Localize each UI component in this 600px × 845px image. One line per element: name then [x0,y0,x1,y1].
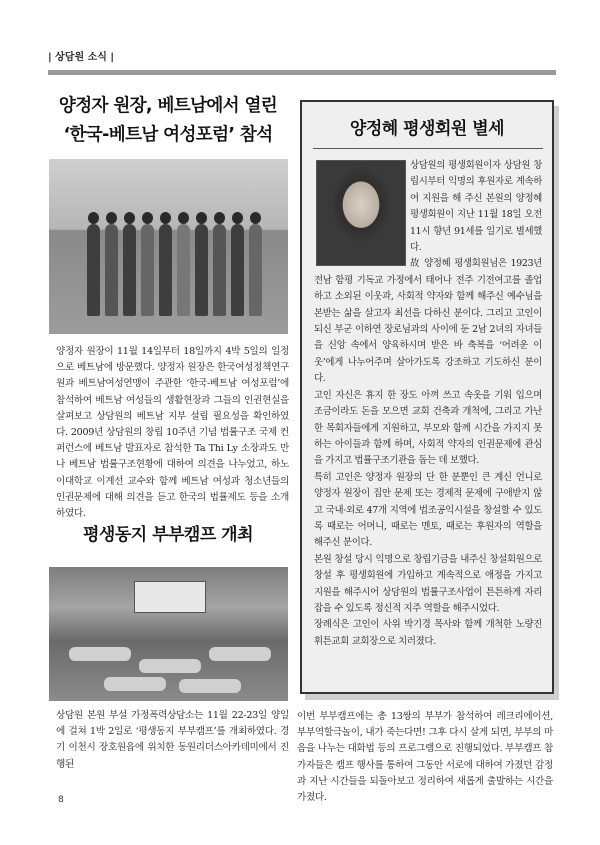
page-number: 8 [58,795,64,805]
camp-banner [134,581,206,613]
obituary-paragraph: 고인 자신은 휴지 한 장도 아껴 쓰고 속옷을 기워 입으며 조금이라도 돈을 모으면 교회 건축과 개척에, 그리고 가난한 목회자들에게 지원하고, 부모와 함께 시간을 가지지 못하는 아이들과 함께 하며, 사회적 약자의 인권문제에 관심을 가지고 법률구조기관을 돕는 데 보했다. [314,389,542,467]
obituary-paragraph: 장례식은 고인이 사위 박기경 목사와 함께 개척한 노량진 휘튼교회 교회장으로 치러졌다. [314,619,542,647]
article2-continued: 이번 부부캠프에는 총 13쌍의 부부가 참석하여 레크리에이션, 부부역할극놀이, 내가 죽는다면! 그후 다시 살게 되면, 부부의 마음을 나누는 대화법 등의 프로그램으로 진행되었다. 부부캠프 참가자들은 캠프 행사를 통하여 그동안 서로에 대하여 가졌던 감정과 지난 시간들을 되돌아보고 정리하여 새롭게 출발하는 시간을 가졌다. [297,711,553,804]
obituary-paragraph: 故 양정혜 평생회원님은 1923년 전남 함평 기독교 가정에서 태어나 전주 기전여고를 졸업하고 소외된 이웃과, 사회적 약자와 함께 해주신 예수님을 본받는 삶을 살고자 최선을 다하신 분이다. 그리고 고인이 되신 부군 이하연 장로님과의 사이에 둔 2남 2녀의 자녀들을 신앙 속에서 양육하시며 받은 바 축복을 ‘어려운 이웃’에게 나누어주며 살아가도록 강조하고 기도하신 분이다. [314,258,542,385]
article1-title-line2: ‘한국-베트남 여성포럼’ 참석 [63,125,273,145]
obituary-title: 양정혜 평생회원 별세 [349,119,505,139]
obituary-paragraph: 상담원의 평생회원이자 상담원 창립시부터 익명의 후원자로 계속하여 지원을 해 주신 본원의 양정혜 평생회원이 지난 11월 18일 오전 11시 향년 91세를 일기로 별세했다. [410,160,542,254]
article1-body: 양정자 원장이 11월 14일부터 18일까지 4박 5일의 일정으로 베트남에 방문했다. 양정자 원장은 한국여성정책연구원과 베트남여성연맹이 주관한 ‘한국-베트남 여성포럼’에 참석하여 베트남 여성들의 생활현장과 그들의 인권현실을 살펴보고 상담원의 베트남 지부 설립 필요성을 확인하였다. 2009년 상담원의 창립 10주년 기념 법률구조 국제 컨퍼런스에 베트남 발표자로 참석한 Ta Thi Ly 소장과도 만나 베트남 법률구조현황에 대하여 의견을 나누었고, 하노이대학교 이계선 교수와 함께 베트남 여성과 청소년들의 인권문제에 대해 의견을 듣고 한국의 법률제도 등을 소개하였다. [56,346,289,520]
article2-title: 평생동지 부부캠프 개최 [82,525,254,545]
forum-group-photo [49,159,288,334]
article2-body: 상담원 본원 부설 가정폭력상담소는 11월 22-23일 양일에 걸쳐 1박 2일로 ‘평생동지 부부캠프’를 개최하였다. 경기 이천시 장호원읍에 위치한 동원리더스아카데미에서 진행된 [56,710,289,770]
header-rule [48,70,556,75]
obituary-body [314,158,542,650]
obituary-paragraph: 본원 창설 당시 익명으로 창립기금을 내주신 창설회원으로 창설 후 평생회원에 가입하고 계속적으로 애정을 가지고 지원을 해주시어 상담원의 법률구조사업이 튼튼하게 자리잡을 수 있도록 정신적 지주 역할을 해주시었다. [314,553,542,614]
obituary-box [300,100,554,694]
article1-title [48,92,288,150]
couples-camp-photo [49,567,288,701]
article1-title-line1: 양정자 원장, 베트남에서 열린 [58,96,278,116]
obituary-title-rule [313,148,543,149]
running-header [48,44,556,70]
obituary-paragraph: 특히 고인은 양정자 원장의 단 한 분뿐인 큰 계신 언니로 양정자 원장이 집안 문제 또는 경제적 문제에 구애받지 않고 국내·외로 47개 지역에 법조공익시설을 창설할 수 있도록 때로는 어머니, 때로는 멘토, 때로는 후원자의 역할을 해주신 분이다. [314,471,542,549]
section-label: | 상담원 소식 | [48,52,115,63]
